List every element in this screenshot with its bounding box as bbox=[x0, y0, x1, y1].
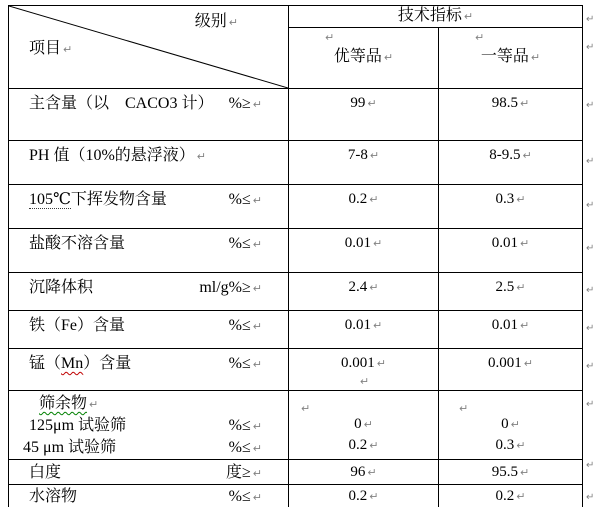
end-of-row-mark: ↵ bbox=[586, 460, 595, 471]
value-first: 8-9.5 bbox=[489, 147, 521, 163]
pilcrow-mark: ↵ bbox=[252, 491, 262, 504]
value-cell-first[interactable] bbox=[439, 185, 583, 229]
value-first: 2.5 bbox=[495, 279, 515, 295]
value-first: 0 bbox=[501, 416, 509, 432]
row-symbol: %≤ ↵ bbox=[228, 355, 262, 372]
spellcheck-red-wavy-text: Mn bbox=[61, 355, 84, 372]
pilcrow-mark: ↵ bbox=[359, 375, 370, 388]
value-cell-first[interactable] bbox=[439, 460, 583, 485]
end-of-row-mark: ↵ bbox=[586, 42, 595, 53]
pilcrow-mark: ↵ bbox=[325, 31, 335, 44]
pilcrow-mark: ↵ bbox=[516, 281, 526, 294]
value-cell-excellent[interactable] bbox=[289, 349, 439, 391]
value-cell-excellent[interactable] bbox=[289, 229, 439, 273]
end-of-row-mark: ↵ bbox=[586, 285, 595, 296]
value-first: 0.01 bbox=[491, 235, 519, 251]
row-label: 盐酸不溶含量 bbox=[29, 235, 126, 252]
pilcrow-mark: ↵ bbox=[252, 282, 262, 295]
pilcrow-mark: ↵ bbox=[520, 466, 530, 479]
end-of-row-mark: ↵ bbox=[586, 492, 595, 503]
row-symbol: %≤ ↵ bbox=[228, 439, 262, 456]
value-excellent: 0.2 bbox=[348, 437, 368, 453]
table-row-sedimentation bbox=[9, 273, 583, 311]
table-row-iron bbox=[9, 311, 583, 349]
spec-table bbox=[8, 5, 583, 507]
pilcrow-mark: ↵ bbox=[363, 418, 373, 431]
pilcrow-mark: ↵ bbox=[520, 97, 530, 110]
value-cell-first[interactable] bbox=[439, 273, 583, 311]
value-cell-excellent[interactable] bbox=[289, 141, 439, 185]
value-cell-excellent[interactable] bbox=[289, 311, 439, 349]
label-cell-whiteness[interactable] bbox=[9, 460, 289, 485]
sieve-line-label: 125μm 试验筛 bbox=[29, 417, 127, 434]
grammarcheck-green-wavy-text: 筛余物 bbox=[39, 395, 88, 412]
grade-cell-excellent[interactable] bbox=[289, 28, 439, 89]
row-symbol: %≤ ↵ bbox=[228, 417, 262, 434]
table-row-water-soluble bbox=[9, 485, 583, 507]
pilcrow-mark: ↵ bbox=[367, 97, 377, 110]
pilcrow-mark: ↵ bbox=[301, 402, 311, 415]
table-row-whiteness bbox=[9, 460, 583, 485]
value-excellent: 0.2 bbox=[348, 191, 368, 207]
row-label: 主含量（以 CACO3 计） bbox=[29, 95, 214, 112]
table-row-sieve-residue bbox=[9, 391, 583, 460]
pilcrow-mark: ↵ bbox=[383, 51, 394, 64]
row-symbol: %≤ ↵ bbox=[228, 191, 262, 208]
pilcrow-mark: ↵ bbox=[516, 439, 526, 452]
value-first: 98.5 bbox=[491, 95, 519, 111]
table-row-manganese bbox=[9, 349, 583, 391]
tech-indicator-title: 技术指标 bbox=[397, 7, 462, 24]
end-of-row-mark: ↵ bbox=[586, 14, 595, 25]
label-cell-water-soluble[interactable] bbox=[9, 485, 289, 507]
pilcrow-mark: ↵ bbox=[89, 398, 99, 411]
value-cell-excellent[interactable] bbox=[289, 460, 439, 485]
value-cell-excellent[interactable] bbox=[289, 89, 439, 141]
corner-bottom-label: 项目 bbox=[29, 40, 62, 57]
row-symbol: 度≥ ↵ bbox=[225, 464, 262, 481]
end-of-row-mark: ↵ bbox=[586, 399, 595, 410]
value-cell-excellent[interactable] bbox=[289, 273, 439, 311]
row-label: 铁（Fe）含量 bbox=[29, 317, 126, 334]
pilcrow-mark: ↵ bbox=[523, 357, 533, 370]
row-label: PH 值（10%的悬浮液） ↵ bbox=[29, 147, 207, 164]
pilcrow-mark: ↵ bbox=[196, 150, 207, 163]
pilcrow-mark: ↵ bbox=[252, 194, 262, 207]
value-cell-first[interactable] bbox=[439, 89, 583, 141]
value-excellent: 0 bbox=[354, 416, 362, 432]
row-symbol: %≤ ↵ bbox=[228, 235, 262, 252]
row-label: 沉降体积 bbox=[29, 279, 94, 296]
table-row-main-content bbox=[9, 89, 583, 141]
table-row-ph bbox=[9, 141, 583, 185]
value-cell-excellent[interactable] bbox=[289, 391, 439, 460]
pilcrow-mark: ↵ bbox=[252, 420, 262, 433]
value-excellent: 0.001 bbox=[341, 355, 375, 371]
value-cell-first[interactable] bbox=[439, 229, 583, 273]
value-cell-first[interactable] bbox=[439, 311, 583, 349]
end-of-row-mark: ↵ bbox=[586, 323, 595, 334]
pilcrow-mark: ↵ bbox=[520, 319, 530, 332]
value-cell-first[interactable] bbox=[439, 141, 583, 185]
value-cell-first[interactable] bbox=[439, 349, 583, 391]
value-excellent: 99 bbox=[350, 95, 366, 111]
pilcrow-mark: ↵ bbox=[252, 98, 262, 111]
value-excellent: 0.01 bbox=[344, 317, 372, 333]
label-cell-sieve-residue[interactable] bbox=[9, 391, 289, 460]
value-excellent: 7-8 bbox=[347, 147, 368, 163]
end-of-row-mark: ↵ bbox=[586, 361, 595, 372]
pilcrow-mark: ↵ bbox=[252, 320, 262, 333]
value-first: 0.3 bbox=[495, 437, 515, 453]
pilcrow-mark: ↵ bbox=[369, 149, 380, 162]
grade-label-excellent: 优等品 bbox=[333, 48, 382, 65]
tech-indicator-header-cell[interactable] bbox=[289, 6, 583, 28]
pilcrow-mark: ↵ bbox=[516, 193, 526, 206]
value-first: 0.2 bbox=[495, 488, 515, 504]
spellcheck-dotted-text: 105℃ bbox=[29, 191, 71, 208]
sieve-line-label: 45 μm 试验筛 bbox=[23, 439, 117, 456]
value-cell-excellent[interactable] bbox=[289, 485, 439, 507]
row-symbol: ml/g%≥ ↵ bbox=[199, 279, 262, 296]
table-row-volatile bbox=[9, 185, 583, 229]
label-cell-ph[interactable] bbox=[9, 141, 289, 185]
pilcrow-mark: ↵ bbox=[252, 238, 262, 251]
table-row-hcl-insoluble bbox=[9, 229, 583, 273]
grade-cell-first[interactable] bbox=[439, 28, 583, 89]
pilcrow-mark: ↵ bbox=[373, 319, 383, 332]
pilcrow-mark: ↵ bbox=[510, 418, 520, 431]
end-of-row-mark: ↵ bbox=[586, 200, 595, 211]
value-cell-first[interactable] bbox=[439, 391, 583, 460]
row-symbol: %≥ ↵ bbox=[228, 95, 262, 112]
pilcrow-mark: ↵ bbox=[459, 402, 469, 415]
pilcrow-mark: ↵ bbox=[530, 51, 541, 64]
pilcrow-mark: ↵ bbox=[376, 357, 386, 370]
label-cell-hcl-insoluble[interactable] bbox=[9, 229, 289, 273]
pilcrow-mark: ↵ bbox=[252, 358, 262, 371]
value-first: 95.5 bbox=[491, 464, 519, 480]
value-cell-first[interactable] bbox=[439, 485, 583, 507]
pilcrow-mark: ↵ bbox=[369, 439, 379, 452]
pilcrow-mark: ↵ bbox=[463, 10, 474, 23]
value-excellent: 0.01 bbox=[344, 235, 372, 251]
pilcrow-mark: ↵ bbox=[520, 237, 530, 250]
value-excellent: 0.2 bbox=[348, 488, 368, 504]
value-first: 0.01 bbox=[491, 317, 519, 333]
label-cell-manganese[interactable] bbox=[9, 349, 289, 391]
pilcrow-mark: ↵ bbox=[367, 466, 377, 479]
end-of-row-mark: ↵ bbox=[586, 243, 595, 254]
value-cell-excellent[interactable] bbox=[289, 185, 439, 229]
table-row-header bbox=[9, 6, 583, 28]
label-cell-main-content[interactable] bbox=[9, 89, 289, 141]
row-symbol: %≤ ↵ bbox=[228, 488, 262, 505]
pilcrow-mark: ↵ bbox=[369, 490, 379, 503]
row-label: 水溶物 bbox=[29, 488, 78, 505]
pilcrow-mark: ↵ bbox=[522, 149, 532, 162]
value-first: 0.001 bbox=[488, 355, 522, 371]
label-cell-volatile[interactable] bbox=[9, 185, 289, 229]
pilcrow-mark: ↵ bbox=[373, 237, 383, 250]
row-label: 锰（Mn）含量 bbox=[29, 355, 132, 372]
pilcrow-mark: ↵ bbox=[228, 16, 238, 29]
pilcrow-mark: ↵ bbox=[63, 43, 73, 56]
pilcrow-mark: ↵ bbox=[252, 442, 262, 455]
value-excellent: 96 bbox=[350, 464, 366, 480]
pilcrow-mark: ↵ bbox=[475, 31, 485, 44]
pilcrow-mark: ↵ bbox=[369, 281, 379, 294]
label-cell-iron[interactable] bbox=[9, 311, 289, 349]
pilcrow-mark: ↵ bbox=[252, 467, 262, 480]
corner-header-cell[interactable] bbox=[9, 6, 289, 89]
row-label: 105℃下挥发物含量 bbox=[29, 191, 167, 208]
grade-label-first: 一等品 bbox=[480, 48, 529, 65]
row-label: 白度 bbox=[29, 464, 62, 481]
value-excellent: 2.4 bbox=[348, 279, 368, 295]
end-of-row-mark: ↵ bbox=[586, 156, 595, 167]
corner-top-label: 级别 bbox=[194, 13, 227, 30]
label-cell-sedimentation[interactable] bbox=[9, 273, 289, 311]
row-symbol: %≤ ↵ bbox=[228, 317, 262, 334]
end-of-row-mark: ↵ bbox=[586, 100, 595, 111]
pilcrow-mark: ↵ bbox=[369, 193, 379, 206]
value-first: 0.3 bbox=[495, 191, 515, 207]
pilcrow-mark: ↵ bbox=[516, 490, 526, 503]
